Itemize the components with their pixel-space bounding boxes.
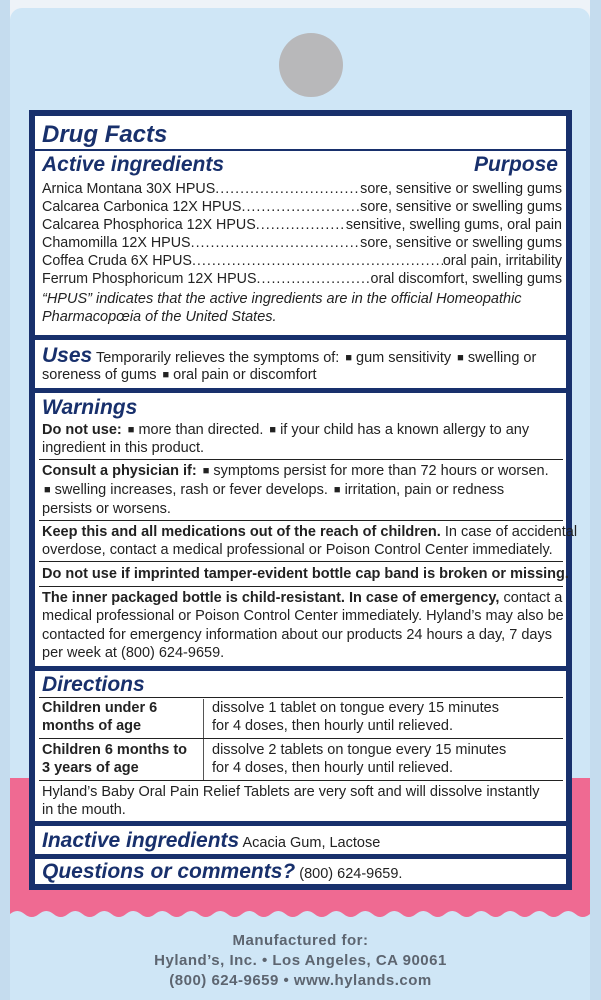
section-rule [35,854,566,859]
manufacturer-info [0,931,601,991]
manufacturer-line-3: (800) 624-9659 • www.hylands.com [169,972,432,989]
direction-who-line-2: months of age [42,718,142,734]
inner-bottle-line-3: contacted for emergency information about our products 24 hours a day, 7 days [42,627,552,643]
section-rule [35,335,566,340]
tamper-warning: Do not use if imprinted tamper-evident bottle cap band is broken or missing. [42,566,569,582]
divider [39,520,563,521]
divider [39,697,563,698]
questions-heading: Questions or comments? [42,860,296,883]
ingredient-row: Calcarea Phosphorica 12X HPUS ..... sensitive, swelling gums, oral pain [42,216,562,234]
ingredient-row: Arnica Montana 30X HPUS ..... sore, sensitive or swelling gums [42,180,562,198]
consult-line-3: persists or worsens. [42,501,171,517]
uses-line-2: soreness of gums ■ oral pain or discomfort [42,366,317,384]
consult-line-2: ■ swelling increases, rash or fever develops. ■ irritation, pain or redness [42,481,504,499]
manufacturer-line-1: Manufactured for: [232,932,369,949]
divider [39,780,563,781]
direction-what-line-1: dissolve 1 tablet on tongue every 15 minutes [212,700,499,716]
directions-note-line-2: in the mouth. [42,802,126,818]
divider [39,561,563,562]
direction-who-line-1: Children 6 months to [42,742,187,758]
left-edge [0,0,10,1000]
inactive-line: Inactive ingredients Acacia Gum, Lactose [42,829,381,852]
inactive-heading: Inactive ingredients [42,829,240,852]
drug-facts-panel [29,110,578,890]
direction-who-line-1: Children under 6 [42,700,158,716]
section-rule [35,388,566,393]
table-column-divider [203,699,204,781]
ingredient-row: Chamomilla 12X HPUS ..... sore, sensitive or swelling gums [42,234,562,252]
direction-who-line-2: 3 years of age [42,760,139,776]
direction-what-line-2: for 4 doses, then hourly until relieved. [212,718,453,734]
ingredient-row: Coffea Cruda 6X HPUS ..... oral pain, irritability [42,252,562,270]
direction-what-line-1: dissolve 2 tablets on tongue every 15 minutes [212,742,507,758]
drug-facts-content [35,116,578,884]
uses-heading: Uses [42,344,93,367]
manufacturer-line-2: Hyland’s, Inc. • Los Angeles, CA 90061 [154,952,447,969]
divider [39,738,563,739]
direction-what-line-2: for 4 doses, then hourly until relieved. [212,760,453,776]
purpose-heading: Purpose [473,153,558,176]
ingredient-row: Ferrum Phosphoricum 12X HPUS ..... oral discomfort, swelling gums [42,270,562,288]
divider [39,459,563,460]
right-edge [590,0,601,1000]
ingredient-row: Calcarea Carbonica 12X HPUS ..... sore, sensitive or swelling gums [42,198,562,216]
drug-facts-title: Drug Facts [42,121,168,148]
do-not-use-line-2: ingredient in this product. [42,440,205,456]
questions-line: Questions or comments? (800) 624-9659. [42,860,403,883]
title-rule [35,149,566,151]
inner-bottle-line-1: The inner packaged bottle is child-resistant. In case of emergency, contact a [42,590,563,606]
warnings-heading: Warnings [42,396,138,419]
directions-heading: Directions [42,673,145,696]
inner-bottle-line-4: per week at (800) 624-9659. [42,645,225,661]
do-not-use-line-1: Do not use: ■ more than directed. ■ if your child has a known allergy to any [42,421,529,439]
keep-line-2: overdose, contact a medical professional or Poison Control Center immediately. [42,542,553,558]
active-ingredients-heading: Active ingredients [42,153,225,176]
inner-bottle-line-2: medical professional or Poison Control Center immediately. Hyland’s may also be [42,608,564,624]
hpus-note-line-2: Pharmacopœia of the United States. [42,309,277,325]
section-rule [35,821,566,826]
consult-line-1: Consult a physician if: ■ symptoms persist for more than 72 hours or worsen. [42,462,549,480]
keep-line-1: Keep this and all medications out of the reach of children. In case of accidental [42,524,578,540]
divider [39,586,563,587]
section-rule [35,666,566,671]
directions-note-line-1: Hyland’s Baby Oral Pain Relief Tablets are very soft and will dissolve instantly [42,784,540,800]
hang-hole [279,33,343,97]
hpus-note-line-1: “HPUS” indicates that the active ingredients are in the official Homeopathic [42,291,522,307]
uses-line-1: Uses Temporarily relieves the symptoms of: ■ gum sensitivity ■ swelling or [42,344,536,368]
